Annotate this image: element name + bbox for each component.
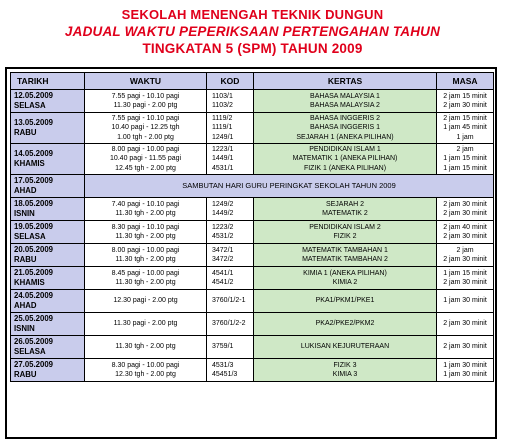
exam-day: SELASA [14,347,46,356]
paper-line: FIZIK 1 (ANEKA PILIHAN) [303,164,387,172]
kod-cell [207,113,254,144]
masa-cell [437,90,494,113]
duration-line: 2 jam 30 minit [443,279,487,286]
exam-date: 27.05.2009 [14,360,54,369]
time-line: 8.00 pagi - 10.00 pagi [111,145,180,153]
header-kertas: KERTAS [254,73,437,90]
exam-date: 24.05.2009 [14,291,54,300]
table-row [11,144,494,175]
code-line: 4531/1 [212,164,234,172]
waktu-cell [85,313,207,336]
code-line: 4541/2 [212,279,234,286]
duration-line: 1 jam 30 minit [443,371,487,378]
kertas-cell [254,90,437,113]
kertas-cell [254,113,437,144]
duration-line: 2 jam 30 minit [443,210,487,217]
paper-line: LUKISAN KEJURUTERAAN [300,343,390,351]
time-line: 8.30 pagi - 10.00 pagi [111,361,180,369]
duration-line: 2 jam [456,145,474,153]
kod-cell [207,144,254,175]
masa-cell [437,244,494,267]
kertas-cell [254,359,437,382]
date-cell [11,267,85,290]
table-row [11,336,494,359]
date-cell [11,113,85,144]
waktu-cell [85,221,207,244]
table-row [11,113,494,144]
waktu-cell [85,198,207,221]
exam-day: KHAMIS [14,159,45,168]
masa-cell [437,221,494,244]
kod-cell [207,359,254,382]
time-line: 7.40 pagi - 10.10 pagi [111,200,180,208]
exam-date: 26.05.2009 [14,337,54,346]
code-line: 1223/2 [212,223,234,231]
paper-line: BAHASA INGGERIS 1 [309,124,381,132]
paper-line: FIZIK 2 [333,233,357,240]
table-row [11,198,494,221]
time-line: 12.30 tgh - 2.00 ptg [115,371,176,378]
paper-line: PENDIDIKAN ISLAM 1 [309,145,381,153]
date-cell [11,336,85,359]
exam-day: SELASA [14,101,46,110]
code-line: 45451/3 [212,371,238,378]
code-line: 1103/1 [212,92,233,100]
exam-date: 21.05.2009 [14,268,54,277]
masa-cell [437,144,494,175]
document-header [0,6,505,57]
paper-line: PKA1/PKM1/PKE1 [315,297,375,305]
duration-line: 2 jam 30 minit [443,200,487,208]
duration-line: 1 jam [456,133,474,141]
time-line: 11.30 pagi - 2.00 ptg [113,320,178,328]
masa-cell [437,113,494,144]
code-line: 1119/1 [212,124,233,132]
exam-day: RABU [14,370,37,379]
table-header-row [11,73,494,90]
exam-day: RABU [14,128,37,137]
time-line: 11.30 tgh - 2.00 ptg [115,256,176,263]
kertas-cell [254,244,437,267]
table-row [11,221,494,244]
kod-cell [207,198,254,221]
paper-line: SEJARAH 2 [325,200,365,208]
exam-date: 13.05.2009 [14,118,54,127]
table-row [11,359,494,382]
header-kod: KOD [207,73,254,90]
paper-line: FIZIK 3 [333,361,357,369]
date-cell [11,290,85,313]
header-tarikh: TARIKH [11,73,85,90]
duration-line: 1 jam 30 minit [443,361,487,369]
exam-schedule-table [10,72,494,382]
time-line: 11.30 tgh - 2.00 ptg [115,233,176,240]
date-cell [11,359,85,382]
exam-day: SELASA [14,232,46,241]
exam-day: KHAMIS [14,278,45,287]
exam-day: AHAD [14,186,37,195]
duration-line: 2 jam 30 minit [443,233,487,240]
paper-line: SEJARAH 1 (ANEKA PILIHAN) [296,133,394,141]
kertas-cell [254,144,437,175]
exam-day: ISNIN [14,209,35,218]
table-row [11,244,494,267]
school-name: SEKOLAH MENENGAH TEKNIK DUNGUN [121,7,384,22]
duration-line: 2 jam 30 minit [443,102,487,109]
paper-line: PENDIDIKAN ISLAM 2 [309,223,381,231]
table-row [11,175,494,198]
kertas-cell [254,313,437,336]
kod-cell [207,221,254,244]
time-line: 12.45 tgh - 2.00 ptg [115,164,176,172]
waktu-cell [85,267,207,290]
time-line: 11.30 tgh - 2.00 ptg [115,343,176,351]
masa-cell [437,198,494,221]
table-row [11,290,494,313]
special-event-cell: SAMBUTAN HARI GURU PERINGKAT SEKOLAH TAHUN 2009 [85,175,494,198]
paper-line: MATEMATIK 1 (ANEKA PILIHAN) [292,155,398,163]
duration-line: 1 jam 15 minit [443,155,487,163]
header-waktu: WAKTU [85,73,207,90]
paper-line: PKA2/PKE2/PKM2 [315,320,375,328]
exam-day: ISNIN [14,324,35,333]
exam-day: RABU [14,255,37,264]
code-line: 4531/3 [212,361,234,369]
kod-cell [207,90,254,113]
kertas-cell [254,290,437,313]
paper-line: MATEMATIK 2 [322,210,368,217]
code-line: 1449/2 [212,210,234,217]
duration-line: 1 jam 45 minit [443,124,487,132]
date-cell [11,175,85,198]
date-cell [11,144,85,175]
duration-line: 2 jam 15 minit [443,114,487,122]
paper-line: KIMIA 2 [332,279,358,286]
code-line: 3760/1/2-1 [212,297,246,305]
time-line: 7.55 pagi - 10.10 pagi [111,92,180,100]
paper-line: BAHASA MALAYSIA 2 [310,102,380,109]
waktu-cell [85,290,207,313]
duration-line: 2 jam 30 minit [443,320,487,328]
time-line: 8.30 pagi - 10.10 pagi [111,223,180,231]
date-cell [11,313,85,336]
code-line: 3472/2 [212,256,234,263]
time-line: 12.30 pagi - 2.00 ptg [113,297,178,305]
code-line: 3760/1/2-2 [212,320,246,328]
waktu-cell [85,244,207,267]
waktu-cell [85,336,207,359]
duration-line: 2 jam 30 minit [443,256,487,263]
code-line: 3759/1 [212,343,234,351]
time-line: 8.45 pagi - 10.00 pagi [111,269,180,277]
exam-day: AHAD [14,301,37,310]
kod-cell [207,336,254,359]
kod-cell [207,313,254,336]
exam-date: 12.05.2009 [14,91,54,100]
time-line: 1.00 tgh - 2.00 ptg [117,133,174,141]
duration-line: 1 jam 30 minit [443,297,487,305]
date-cell [11,198,85,221]
paper-line: MATEMATIK TAMBAHAN 2 [302,256,388,263]
exam-date: 17.05.2009 [14,176,54,185]
exam-date: 20.05.2009 [14,245,54,254]
exam-date: 25.05.2009 [14,314,54,323]
code-line: 1103/2 [212,102,233,109]
time-line: 11.30 tgh - 2.00 ptg [115,210,176,217]
masa-cell [437,336,494,359]
kod-cell [207,267,254,290]
code-line: 1449/1 [212,155,234,163]
table-body [11,90,494,382]
duration-line: 1 jam 15 minit [443,269,487,277]
code-line: 1119/2 [212,114,233,122]
date-cell [11,221,85,244]
exam-date: 18.05.2009 [14,199,54,208]
waktu-cell [85,144,207,175]
time-line: 10.40 pagi - 12.25 tgh [111,124,180,132]
paper-line: BAHASA MALAYSIA 1 [310,92,380,100]
kod-cell [207,244,254,267]
schedule-subtitle: TINGKATAN 5 (SPM) TAHUN 2009 [142,41,363,56]
code-line: 1249/1 [212,133,234,141]
waktu-cell [85,113,207,144]
exam-date: 19.05.2009 [14,222,54,231]
duration-line: 2 jam [456,246,474,254]
table-row [11,267,494,290]
date-cell [11,244,85,267]
time-line: 11.30 pagi - 2.00 ptg [113,102,178,109]
paper-line: KIMIA 3 [332,371,358,378]
masa-cell [437,359,494,382]
code-line: 1223/1 [212,145,234,153]
masa-cell [437,313,494,336]
duration-line: 1 jam 15 minit [443,164,487,172]
kertas-cell [254,198,437,221]
exam-date: 14.05.2009 [14,149,54,158]
waktu-cell [85,90,207,113]
paper-line: MATEMATIK TAMBAHAN 1 [302,246,388,254]
waktu-cell [85,359,207,382]
time-line: 7.55 pagi - 10.10 pagi [111,114,180,122]
paper-line: KIMIA 1 (ANEKA PILIHAN) [303,269,387,277]
masa-cell [437,267,494,290]
kertas-cell [254,221,437,244]
time-line: 11.30 tgh - 2.00 ptg [115,279,176,286]
duration-line: 2 jam 15 minit [443,92,487,100]
duration-line: 2 jam 40 minit [443,223,487,231]
code-line: 4531/2 [212,233,234,240]
table-row [11,90,494,113]
kertas-cell [254,336,437,359]
duration-line: 2 jam 30 minit [443,343,487,351]
paper-line: BAHASA INGGERIS 2 [309,114,381,122]
code-line: 4541/1 [212,269,234,277]
kod-cell [207,290,254,313]
table-row [11,313,494,336]
header-masa: MASA [437,73,494,90]
code-line: 1249/2 [212,200,234,208]
masa-cell [437,290,494,313]
time-line: 8.00 pagi - 10.00 pagi [111,246,180,254]
code-line: 3472/1 [212,246,234,254]
schedule-title: JADUAL WAKTU PEPERIKSAAN PERTENGAHAN TAHUN [64,24,441,39]
kertas-cell [254,267,437,290]
date-cell [11,90,85,113]
time-line: 10.40 pagi - 11.55 pagi [109,155,182,163]
